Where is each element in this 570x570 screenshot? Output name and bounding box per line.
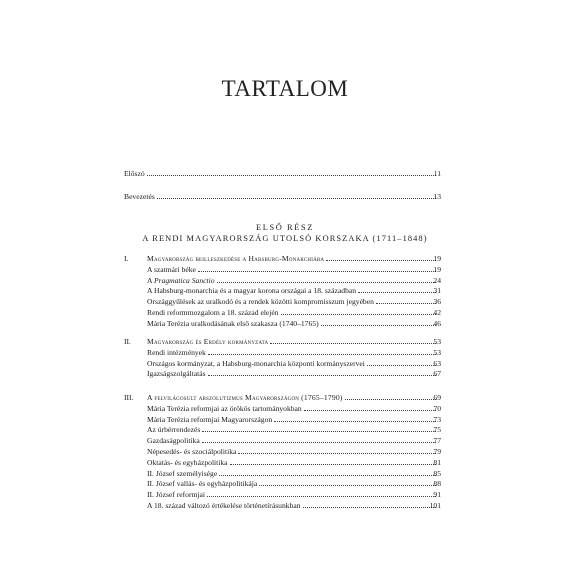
dot-leader — [274, 421, 436, 422]
toc-entry — [0, 296, 570, 307]
toc-entry — [0, 264, 570, 275]
entry-title: A Habsburg-monarchia és a magyar korona országai a 18. században — [147, 286, 357, 295]
toc-entry — [0, 368, 570, 379]
chapter-number: I. — [124, 254, 129, 263]
toc-entry — [0, 307, 570, 318]
page-number: 73 — [433, 415, 441, 424]
dot-leader — [198, 271, 436, 272]
toc-entry — [0, 478, 570, 489]
page-number: 91 — [433, 490, 441, 499]
page-number: 85 — [433, 469, 441, 478]
page-number: 88 — [433, 479, 441, 488]
dot-leader — [358, 292, 436, 293]
page-number: 77 — [433, 436, 441, 445]
page-number: 69 — [433, 393, 441, 402]
page-number: 101 — [429, 501, 441, 510]
entry-title: A 18. század változó értékelése történetírásunkban — [147, 501, 301, 510]
entry-title: Mária Terézia reformjai Magyarországon — [147, 415, 273, 424]
page-number: 24 — [433, 276, 441, 285]
dot-leader — [281, 314, 436, 315]
page-number: 81 — [433, 458, 441, 467]
dot-leader — [326, 260, 436, 261]
part-title: A RENDI MAGYARORSZÁG UTOLSÓ KORSZAKA (1711–1848) — [142, 234, 428, 243]
toc-entry — [0, 285, 570, 296]
page-number: 67 — [433, 369, 441, 378]
chapter-heading — [0, 392, 570, 403]
page-number: 13 — [433, 192, 441, 201]
dot-leader — [202, 431, 436, 432]
dot-leader — [157, 198, 436, 199]
entry-title: Bevezetés — [124, 192, 155, 201]
entry-title: Előszó — [124, 169, 145, 178]
chapter-heading — [0, 253, 570, 264]
toc-entry — [0, 457, 570, 468]
dot-leader — [304, 410, 436, 411]
dot-leader — [217, 282, 437, 283]
page-number: 19 — [433, 265, 441, 274]
chapter-number: II. — [124, 337, 131, 346]
page-number: 46 — [433, 319, 441, 328]
entry-title: Országgyűlések az uralkodó és a rendek közötti kompromisszum jegyében — [147, 297, 374, 306]
entry-title: Országos kormányzat, a Habsburg-monarchia központi kormányszervei — [147, 359, 365, 368]
dot-leader — [207, 496, 436, 497]
dot-leader — [208, 354, 436, 355]
entry-title: A Pragmatica Sanctio — [147, 276, 215, 285]
dot-leader — [345, 399, 436, 400]
entry-title: A szatmári béke — [147, 265, 196, 274]
page-number: 11 — [433, 169, 441, 178]
chapter-title: Magyarország és Erdély kormányzata — [147, 337, 269, 346]
page-number: 75 — [433, 425, 441, 434]
entry-title: II. József személyisége — [147, 469, 218, 478]
toc-entry — [0, 191, 570, 202]
dot-leader — [303, 507, 437, 508]
toc-entry — [0, 318, 570, 329]
page-number: 42 — [433, 308, 441, 317]
toc-entry — [0, 435, 570, 446]
entry-title: Rendi intézmények — [147, 348, 206, 357]
toc-entry — [0, 347, 570, 358]
dot-leader — [238, 453, 436, 454]
toc-entry — [0, 424, 570, 435]
page-number: 19 — [433, 254, 441, 263]
page-number: 63 — [433, 359, 441, 368]
entry-title: Gazdaságpolitika — [147, 436, 200, 445]
chapter-number: III. — [124, 393, 134, 402]
entry-title: Mária Terézia reformjai az örökös tartományokban — [147, 404, 302, 413]
toc-entry — [0, 500, 570, 511]
entry-title: Az úrbérrendezés — [147, 425, 201, 434]
chapter-title: Magyarország beilleszkedése a Habsburg-Monarchiába — [147, 254, 325, 263]
dot-leader — [321, 325, 436, 326]
page-title: TARTALOM — [221, 76, 349, 101]
entry-title: Rendi reformmozgalom a 18. század elején — [147, 308, 279, 317]
page-number: 36 — [433, 297, 441, 306]
entry-title: Mária Terézia uralkodásának első szakasza (1740–1765) — [147, 319, 319, 328]
entry-title: Oktatás- és egyházpolitika — [147, 458, 228, 467]
page-number: 70 — [433, 404, 441, 413]
entry-title: Igazságszolgáltatás — [147, 369, 206, 378]
toc-entry — [0, 489, 570, 500]
dot-leader — [219, 475, 436, 476]
entry-title: II. József vallás- és egyházpolitikája — [147, 479, 258, 488]
dot-leader — [259, 485, 436, 486]
entry-title: Népesedés- és szociálpolitika — [147, 447, 237, 456]
part-label: ELSŐ RÉSZ — [256, 223, 314, 232]
dot-leader — [208, 375, 436, 376]
dot-leader — [367, 365, 436, 366]
dot-leader — [270, 343, 436, 344]
entry-title: II. József reformjai — [147, 490, 205, 499]
page-number: 31 — [433, 286, 441, 295]
dot-leader — [202, 442, 436, 443]
page-number: 79 — [433, 447, 441, 456]
page-number: 53 — [433, 348, 441, 357]
page-number: 53 — [433, 337, 441, 346]
dot-leader — [376, 303, 436, 304]
dot-leader — [230, 464, 436, 465]
chapter-title: A felvilágosult abszolutizmus Magyarországon (1765–1790) — [147, 393, 343, 402]
toc-entry — [0, 168, 570, 179]
toc-entry — [0, 403, 570, 414]
chapter-heading — [0, 336, 570, 347]
toc-entry — [0, 446, 570, 457]
dot-leader — [147, 175, 436, 176]
